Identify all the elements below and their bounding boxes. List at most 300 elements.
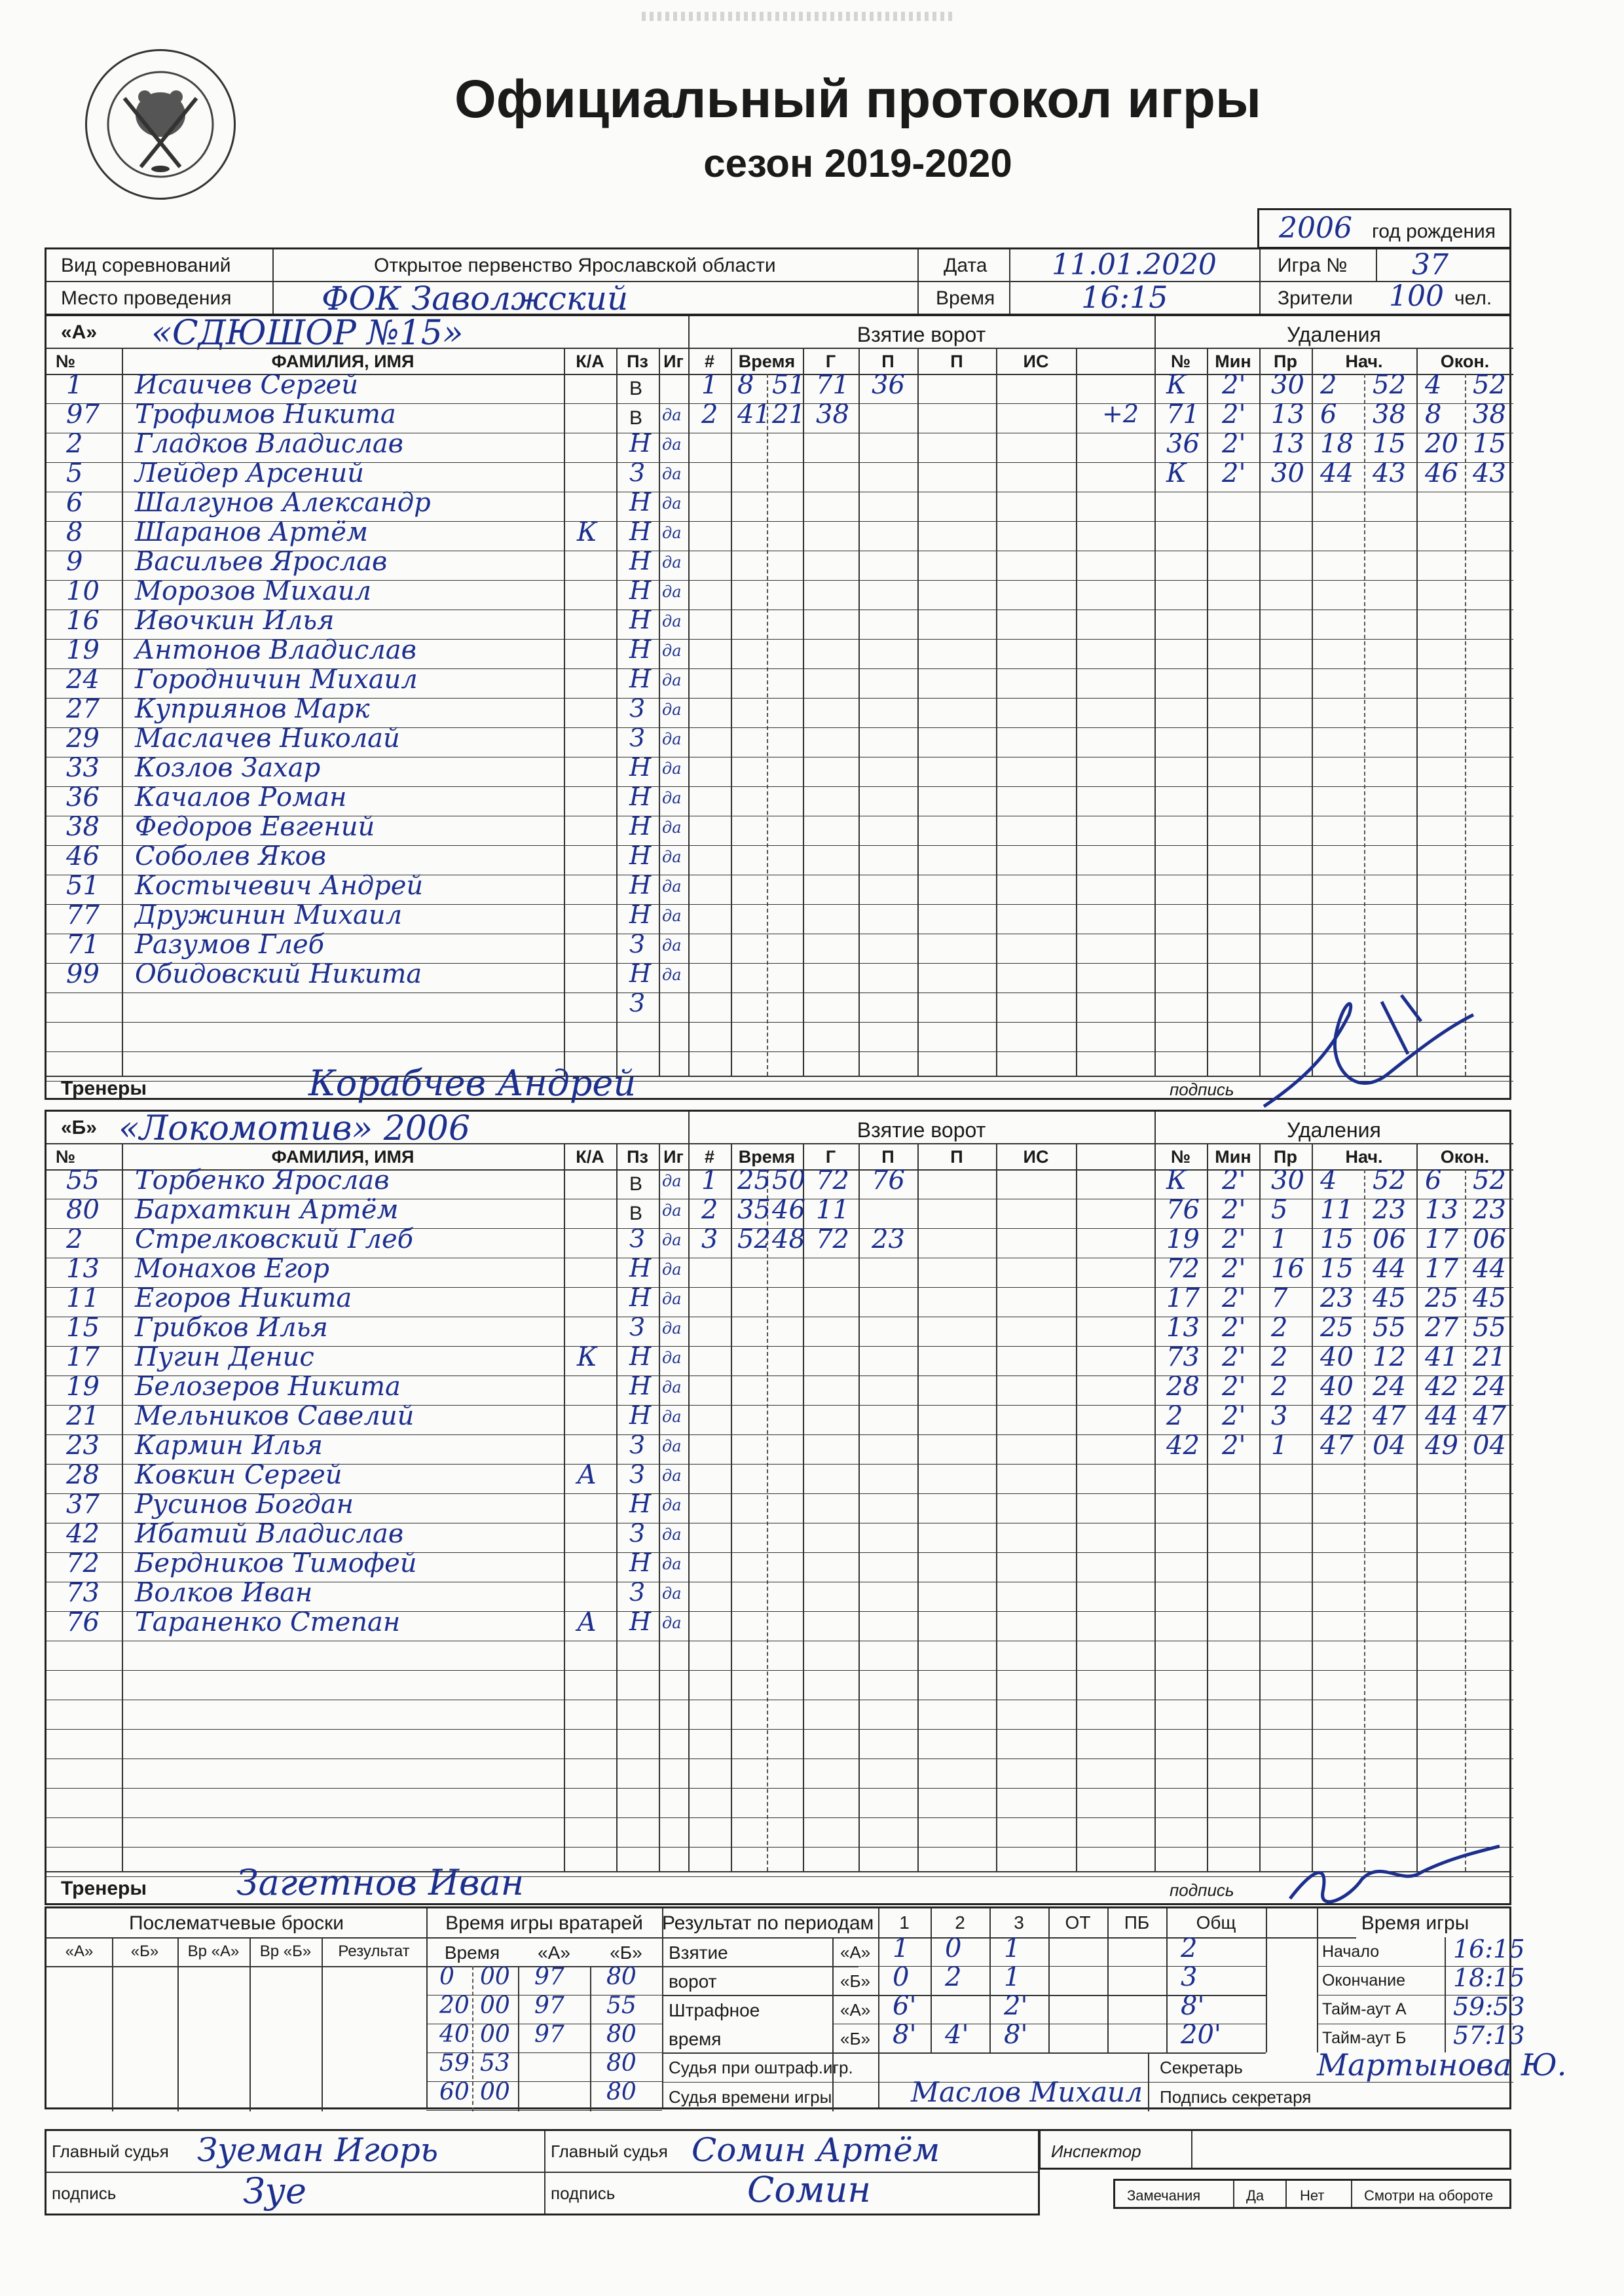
goalie-dash bbox=[472, 1966, 473, 2111]
goalie-second: 00 bbox=[480, 2079, 510, 2105]
player-name: Качалов Роман bbox=[135, 782, 347, 812]
penalty-end-min: 44 bbox=[1425, 1401, 1458, 1431]
chief1-sign-label: подпись bbox=[52, 2183, 117, 2203]
player-name: Грибков Илья bbox=[135, 1313, 328, 1343]
pen-col-line bbox=[1312, 1143, 1313, 1871]
player-number: 46 bbox=[66, 841, 100, 871]
inspector-box bbox=[1039, 2129, 1511, 2170]
team_b-col-p_start: Нач. bbox=[1345, 1147, 1383, 1167]
player-col-line bbox=[564, 348, 565, 1076]
penalty-end-min: 46 bbox=[1425, 458, 1458, 488]
player-played: да bbox=[662, 936, 682, 955]
officials-table bbox=[45, 2129, 1040, 2215]
player-played: да bbox=[662, 759, 682, 778]
penalty-start-min: 6 bbox=[1320, 399, 1337, 429]
penalty-end-sec: 04 bbox=[1473, 1430, 1506, 1461]
player-name: Лейдер Арсений bbox=[135, 458, 364, 488]
team_a-col-g_time: Время bbox=[738, 352, 796, 371]
penalty-end-min: 25 bbox=[1425, 1283, 1458, 1313]
player-col-line bbox=[564, 1143, 565, 1871]
player-name: Волков Иван bbox=[135, 1578, 313, 1608]
row-line bbox=[46, 1817, 1513, 1818]
gametime-value: 57:13 bbox=[1453, 2021, 1525, 2050]
penalty-end-sec: 24 bbox=[1473, 1372, 1506, 1402]
player-number: 8 bbox=[66, 517, 83, 547]
period-col-line bbox=[989, 1908, 991, 2052]
player-col-line bbox=[659, 1143, 660, 1871]
penalty-minutes: 2' bbox=[1222, 458, 1246, 488]
player-name: Стрелковский Глеб bbox=[135, 1224, 414, 1254]
chief1-label: Главный судья bbox=[52, 2141, 169, 2161]
team_a-col-p_reason: Пр bbox=[1274, 352, 1297, 371]
venue-label: Место проведения bbox=[61, 287, 232, 309]
goalie-line bbox=[590, 1966, 591, 2111]
team-a-goals-title: Взятие ворот bbox=[857, 323, 986, 346]
team-b-coaches-label: Тренеры bbox=[61, 1878, 147, 1899]
team-a-sign-label: подпись bbox=[1170, 1080, 1234, 1099]
team-b-penalties-title: Удаления bbox=[1287, 1118, 1381, 1142]
penalty-end-min: 42 bbox=[1425, 1372, 1458, 1402]
player-name: Разумов Глеб bbox=[135, 930, 325, 960]
shootout-col-0: «А» bbox=[65, 1942, 94, 1960]
goals-col-line bbox=[1076, 1143, 1077, 1871]
penalty-minutes: 2' bbox=[1222, 1195, 1246, 1225]
penalty-start-min: 42 bbox=[1320, 1401, 1354, 1431]
penalty-minutes: 2' bbox=[1222, 429, 1246, 459]
player-name: Русинов Богдан bbox=[135, 1489, 354, 1520]
penalty-player: 73 bbox=[1166, 1342, 1200, 1372]
penalty-minutes: 2' bbox=[1222, 370, 1246, 400]
player-number: 33 bbox=[66, 753, 100, 783]
player-name: Шалгунов Александр bbox=[135, 488, 431, 518]
goalie-b: 80 bbox=[606, 2021, 637, 2048]
shootout-col-2: Вр «А» bbox=[187, 1942, 240, 1960]
player-number: 6 bbox=[66, 488, 83, 518]
player-position: Н bbox=[629, 547, 652, 575]
goals-label-1: Взятие bbox=[669, 1942, 728, 1963]
shootout-col-line bbox=[177, 1937, 179, 2111]
player-number: 28 bbox=[66, 1460, 100, 1490]
periods-title: Результат по периодам bbox=[662, 1912, 874, 1934]
team_b-col-p_min: Мин bbox=[1215, 1147, 1251, 1167]
player-name: Кармин Илья bbox=[135, 1430, 323, 1461]
player-number: 21 bbox=[66, 1401, 100, 1431]
penalty-minutes: 2' bbox=[1222, 1401, 1246, 1431]
player-name: Пугин Денис bbox=[135, 1342, 314, 1372]
team_b-col-g_is: ИС bbox=[1023, 1147, 1049, 1167]
player-played: да bbox=[662, 1260, 682, 1279]
birth-year-box bbox=[1257, 208, 1511, 249]
goal-scorer: 71 bbox=[816, 370, 849, 400]
penalty-end-min: 4 bbox=[1425, 370, 1442, 400]
goal-second: 21 bbox=[772, 399, 805, 429]
player-number: 76 bbox=[66, 1607, 100, 1637]
penalty-reason: 3 bbox=[1271, 1401, 1288, 1431]
shootout-col-line bbox=[112, 1937, 113, 2111]
period-team-label: «А» bbox=[840, 1942, 871, 1962]
remarks-yes: Да bbox=[1246, 2187, 1264, 2204]
goalie-minute: 59 bbox=[439, 2050, 470, 2077]
player-position: Н bbox=[629, 429, 652, 458]
player-number: 29 bbox=[66, 723, 100, 754]
goal-minute: 52 bbox=[737, 1224, 771, 1254]
penalty-player: 42 bbox=[1166, 1430, 1200, 1461]
row-line bbox=[46, 1758, 1513, 1759]
goal-assist1: 23 bbox=[872, 1224, 905, 1254]
penalty-start-sec: 23 bbox=[1373, 1195, 1406, 1225]
player-played: да bbox=[662, 1614, 682, 1632]
goals-col-line bbox=[996, 1143, 997, 1871]
player-number: 51 bbox=[66, 871, 100, 901]
periods-line bbox=[832, 1937, 834, 2111]
player-played: да bbox=[662, 1467, 682, 1485]
team_a-col-play: Иг bbox=[663, 352, 684, 371]
shootout-col-line bbox=[249, 1937, 251, 2111]
player-played: да bbox=[662, 730, 682, 748]
goal-second: 46 bbox=[772, 1195, 805, 1225]
penalty-reason: 2 bbox=[1271, 1313, 1288, 1343]
goal-number: 2 bbox=[701, 1195, 718, 1225]
goals-label-2: ворот bbox=[669, 1971, 717, 1992]
remarks-back: Смотри на обороте bbox=[1364, 2187, 1494, 2204]
penalty-end-min: 17 bbox=[1425, 1224, 1458, 1254]
pen-col-line bbox=[1416, 348, 1418, 1076]
penalty-start-sec: 47 bbox=[1373, 1401, 1406, 1431]
penalty-start-sec: 52 bbox=[1373, 1165, 1406, 1195]
goalie-col-a: «А» bbox=[538, 1942, 570, 1963]
player-position: З bbox=[629, 1578, 645, 1607]
penalty-start-min: 25 bbox=[1320, 1313, 1354, 1343]
penalty-end-sec: 15 bbox=[1473, 429, 1506, 459]
player-number: 19 bbox=[66, 635, 100, 665]
player-position: З bbox=[629, 1460, 645, 1489]
player-number: 10 bbox=[66, 576, 100, 606]
period-value: 0 bbox=[945, 1933, 962, 1963]
team_b-col-g_time: Время bbox=[738, 1147, 796, 1167]
penalty-end-min: 49 bbox=[1425, 1430, 1458, 1461]
goalie-minute: 60 bbox=[439, 2079, 470, 2105]
period-col-4: ПБ bbox=[1124, 1912, 1150, 1933]
penalty-reason: 5 bbox=[1271, 1195, 1288, 1225]
team_a-col-g_g: Г bbox=[825, 352, 836, 371]
shootout-col-1: «Б» bbox=[130, 1942, 159, 1960]
penalty-player: К bbox=[1166, 1165, 1187, 1195]
goalie-minute: 40 bbox=[439, 2021, 470, 2048]
player-played: да bbox=[662, 612, 682, 630]
header-top-line bbox=[46, 348, 688, 349]
player-played: да bbox=[662, 1319, 682, 1338]
player-number: 99 bbox=[66, 959, 100, 989]
team-b-goals-title: Взятие ворот bbox=[857, 1118, 986, 1142]
player-position: В bbox=[629, 407, 643, 429]
venue-value: ФОК Заволжский bbox=[322, 280, 629, 318]
penalty-reason: 13 bbox=[1271, 429, 1304, 459]
penalty-start-sec: 55 bbox=[1373, 1313, 1406, 1343]
player-number: 55 bbox=[66, 1165, 100, 1195]
player-position: Н bbox=[629, 753, 652, 782]
team_b-col-name: ФАМИЛИЯ, ИМЯ bbox=[271, 1147, 415, 1167]
birth-year-value: 2006 bbox=[1279, 211, 1352, 245]
team_a-col-pos: Пз bbox=[627, 352, 648, 371]
page-title: Официальный протокол игры bbox=[454, 69, 1261, 129]
gametime-label: Тайм-аут А bbox=[1322, 2000, 1407, 2018]
date-label: Дата bbox=[944, 255, 987, 276]
player-played: да bbox=[662, 1437, 682, 1455]
penalty-minutes: 2' bbox=[1222, 1254, 1246, 1284]
period-value: 8' bbox=[893, 2020, 917, 2050]
penalty-start-min: 40 bbox=[1320, 1342, 1354, 1372]
period-value: 2 bbox=[1181, 1933, 1198, 1963]
penalty-start-sec: 12 bbox=[1373, 1342, 1406, 1372]
shootout-col-4: Результат bbox=[338, 1942, 410, 1960]
penalty-start-min: 11 bbox=[1320, 1195, 1354, 1225]
goal-second: 50 bbox=[772, 1165, 805, 1195]
date-value: 11.01.2020 bbox=[1052, 248, 1217, 282]
penalty-reason: 1 bbox=[1271, 1430, 1288, 1461]
penalty-start-sec: 15 bbox=[1373, 429, 1406, 459]
player-position: В bbox=[629, 1173, 643, 1195]
secretary-label: Секретарь bbox=[1160, 2058, 1243, 2077]
penalty-start-sec: 52 bbox=[1373, 370, 1406, 400]
penalty-minutes: 2' bbox=[1222, 1313, 1246, 1343]
penalty-start-sec: 04 bbox=[1373, 1430, 1406, 1461]
goal-number: 1 bbox=[701, 370, 718, 400]
player-number: 77 bbox=[66, 900, 100, 930]
player-position: Н bbox=[629, 1489, 652, 1518]
pen-end-dash bbox=[1465, 374, 1466, 1076]
gametime-value: 18:15 bbox=[1453, 1963, 1525, 1992]
penalty-minutes: 2' bbox=[1222, 1372, 1246, 1402]
player-number: 13 bbox=[66, 1254, 100, 1284]
player-name: Тараненко Степан bbox=[135, 1607, 401, 1637]
player-name: Торбенко Ярослав bbox=[135, 1165, 390, 1195]
goal-minute: 41 bbox=[737, 399, 771, 429]
player-played: да bbox=[662, 1496, 682, 1514]
goalie-a: 97 bbox=[534, 2021, 564, 2048]
team_a-col-g_hash: # bbox=[704, 352, 715, 371]
penalty-player: К bbox=[1166, 458, 1187, 488]
goalie-second: 53 bbox=[480, 2050, 510, 2077]
player-position: Н bbox=[629, 1548, 652, 1577]
player-name: Монахов Егор bbox=[135, 1254, 329, 1284]
player-position: В bbox=[629, 1203, 643, 1224]
penalty-start-min: 4 bbox=[1320, 1165, 1337, 1195]
player-name: Соболев Яков bbox=[135, 841, 326, 871]
player-number: 16 bbox=[66, 606, 100, 636]
team_b-col-g_p1: П bbox=[881, 1147, 895, 1167]
player-number: 5 bbox=[66, 458, 83, 488]
penalty-end-sec: 06 bbox=[1473, 1224, 1506, 1254]
team_b-col-play: Иг bbox=[663, 1147, 684, 1167]
goalie-time-title: Время игры вратарей bbox=[445, 1912, 643, 1934]
penalty-minutes: 2' bbox=[1222, 1430, 1246, 1461]
player-played: да bbox=[662, 1290, 682, 1308]
penalty-end-min: 8 bbox=[1425, 399, 1442, 429]
player-position: Н bbox=[629, 1254, 652, 1283]
penalty-end-min: 41 bbox=[1425, 1342, 1458, 1372]
shootout-col-3: Вр «Б» bbox=[259, 1942, 312, 1960]
player-played: да bbox=[662, 1584, 682, 1603]
player-position: З bbox=[629, 1519, 645, 1548]
player-position: Н bbox=[629, 1342, 652, 1371]
player-played: да bbox=[662, 789, 682, 807]
player-played: да bbox=[662, 465, 682, 483]
penalty-minutes: 2' bbox=[1222, 1342, 1246, 1372]
gametime-title: Время игры bbox=[1361, 1912, 1469, 1934]
period-value: 6' bbox=[893, 1991, 917, 2021]
pen-col-line bbox=[1259, 348, 1261, 1076]
period-col-1: 2 bbox=[955, 1912, 965, 1933]
period-col-5: Общ bbox=[1196, 1912, 1236, 1933]
player-name: Исаичев Сергей bbox=[135, 370, 358, 400]
penalty-end-sec: 38 bbox=[1473, 399, 1506, 429]
team_a-col-p_min: Мин bbox=[1215, 352, 1251, 371]
player-name: Белозеров Никита bbox=[135, 1372, 401, 1402]
penalty-player: 17 bbox=[1166, 1283, 1200, 1313]
player-played: да bbox=[662, 1525, 682, 1544]
player-name: Куприянов Марк bbox=[135, 694, 370, 724]
penalty-end-sec: 44 bbox=[1473, 1254, 1506, 1284]
remarks-label: Замечания bbox=[1127, 2187, 1201, 2204]
goal-number: 2 bbox=[701, 399, 718, 429]
penalty-player: 19 bbox=[1166, 1224, 1200, 1254]
chief2-value: Сомин Артём bbox=[692, 2131, 940, 2169]
row-line bbox=[46, 1788, 1513, 1789]
gametime-value: 59:53 bbox=[1453, 1992, 1525, 2021]
penalty-minutes: 2' bbox=[1222, 1224, 1246, 1254]
player-position: Н bbox=[629, 812, 652, 841]
team_a-col-g_is: ИС bbox=[1023, 352, 1049, 371]
gametime-label: Окончание bbox=[1322, 1971, 1405, 1990]
penalty-start-min: 23 bbox=[1320, 1283, 1354, 1313]
player-name: Мельников Савелий bbox=[135, 1401, 415, 1431]
player-played: да bbox=[662, 1172, 682, 1190]
player-number: 9 bbox=[66, 547, 83, 577]
player-played: да bbox=[662, 1349, 682, 1367]
penalty-player: 28 bbox=[1166, 1372, 1200, 1402]
team-a-coach: Корабчев Андрей bbox=[308, 1063, 637, 1104]
period-value: 0 bbox=[893, 1962, 910, 1992]
penalty-end-sec: 43 bbox=[1473, 458, 1506, 488]
player-number: 23 bbox=[66, 1430, 100, 1461]
team-a-signature bbox=[1251, 975, 1486, 1126]
penalty-start-min: 44 bbox=[1320, 458, 1354, 488]
team_b-col-g_p2: П bbox=[950, 1147, 963, 1167]
penalty-player: 2 bbox=[1166, 1401, 1183, 1431]
penalty-judge-label: Судья при оштраф.игр. bbox=[669, 2058, 853, 2077]
gametime-value: 16:15 bbox=[1453, 1935, 1525, 1963]
player-name: Васильев Ярослав bbox=[135, 547, 388, 577]
team-b-name: «Локомотив» 2006 bbox=[119, 1109, 471, 1148]
player-name: Бердников Тимофей bbox=[135, 1548, 417, 1578]
player-name: Федоров Евгений bbox=[135, 812, 375, 842]
goalie-a: 97 bbox=[534, 1963, 564, 1990]
player-col-line bbox=[659, 348, 660, 1076]
player-number: 37 bbox=[66, 1489, 100, 1520]
team_a-col-name: ФАМИЛИЯ, ИМЯ bbox=[271, 352, 415, 371]
period-col-line bbox=[1166, 1908, 1168, 2052]
team_b-col-ka: К/А bbox=[576, 1147, 604, 1167]
goals-col-line bbox=[917, 1143, 919, 1871]
pen-col-line bbox=[1312, 348, 1313, 1076]
penalty-start-sec: 06 bbox=[1373, 1224, 1406, 1254]
player-position: Н bbox=[629, 1401, 652, 1430]
goal-minute: 25 bbox=[737, 1165, 771, 1195]
pim-label-1: Штрафное bbox=[669, 2000, 760, 2020]
player-played: да bbox=[662, 671, 682, 689]
gametime-label: Тайм-аут Б bbox=[1322, 2029, 1407, 2047]
player-name: Ковкин Сергей bbox=[135, 1460, 342, 1490]
penalty-minutes: 2' bbox=[1222, 399, 1246, 429]
penalty-reason: 16 bbox=[1271, 1254, 1304, 1284]
player-number: 42 bbox=[66, 1519, 100, 1549]
penalty-player: 71 bbox=[1166, 399, 1200, 429]
goal-scorer: 38 bbox=[816, 399, 849, 429]
team-a-coaches-label: Тренеры bbox=[61, 1078, 147, 1099]
secretary-value: Мартынова Ю. bbox=[1317, 2047, 1567, 2083]
player-played: да bbox=[662, 877, 682, 896]
penalty-player: 36 bbox=[1166, 429, 1200, 459]
period-col-line bbox=[1266, 1908, 1267, 2052]
period-value: 8' bbox=[1004, 2020, 1028, 2050]
penalty-reason: 2 bbox=[1271, 1342, 1288, 1372]
goalie-a: 97 bbox=[534, 1992, 564, 2019]
player-name: Обидовский Никита bbox=[135, 959, 422, 989]
spectators-label: Зрители bbox=[1278, 287, 1353, 309]
penalty-end-min: 6 bbox=[1425, 1165, 1442, 1195]
penalty-start-sec: 44 bbox=[1373, 1254, 1406, 1284]
goal-scorer: 11 bbox=[816, 1195, 849, 1225]
goal-second: 48 bbox=[772, 1224, 805, 1254]
player-number: 71 bbox=[66, 930, 100, 960]
period-col-3: ОТ bbox=[1065, 1912, 1091, 1933]
player-position: З bbox=[629, 723, 645, 752]
goalie-second: 00 bbox=[480, 1963, 510, 1990]
penalty-reason: 2 bbox=[1271, 1372, 1288, 1402]
player-name: Шаранов Артём bbox=[135, 517, 369, 547]
row-line bbox=[46, 1670, 1513, 1671]
team_a-col-ka: К/А bbox=[576, 352, 604, 371]
player-position: З bbox=[629, 1313, 645, 1341]
player-number: 15 bbox=[66, 1313, 100, 1343]
team-b-coach: Загетнов Иван bbox=[236, 1862, 525, 1903]
player-number: 24 bbox=[66, 665, 100, 695]
player-captain-mark: К bbox=[577, 517, 597, 547]
goals-col-line bbox=[731, 1143, 732, 1871]
period-value: 1 bbox=[1004, 1933, 1021, 1963]
chief2-sign: Сомин bbox=[747, 2169, 871, 2210]
team_a-col-g_p1: П bbox=[881, 352, 895, 371]
goal-assist1: 76 bbox=[872, 1165, 905, 1195]
periods-bottom-line bbox=[662, 2052, 1266, 2054]
period-team-label: «Б» bbox=[840, 1971, 870, 1991]
player-captain-mark: К bbox=[577, 1342, 597, 1372]
player-name: Егоров Никита bbox=[135, 1283, 352, 1313]
shootout-title: Послематчевые броски bbox=[128, 1912, 344, 1934]
player-played: да bbox=[662, 553, 682, 572]
player-position: Н bbox=[629, 576, 652, 605]
penalty-start-min: 18 bbox=[1320, 429, 1354, 459]
pen-start-dash bbox=[1364, 374, 1365, 1076]
time-value: 16:15 bbox=[1081, 280, 1168, 315]
goalie-b: 55 bbox=[606, 1992, 637, 2019]
goal-number: 1 bbox=[701, 1165, 718, 1195]
goalie-b: 80 bbox=[606, 1963, 637, 1990]
player-name: Антонов Владислав bbox=[135, 635, 416, 665]
pen-col-line bbox=[1416, 1143, 1418, 1871]
penalty-start-min: 15 bbox=[1320, 1254, 1354, 1284]
team_a-col-g_p2: П bbox=[950, 352, 963, 371]
